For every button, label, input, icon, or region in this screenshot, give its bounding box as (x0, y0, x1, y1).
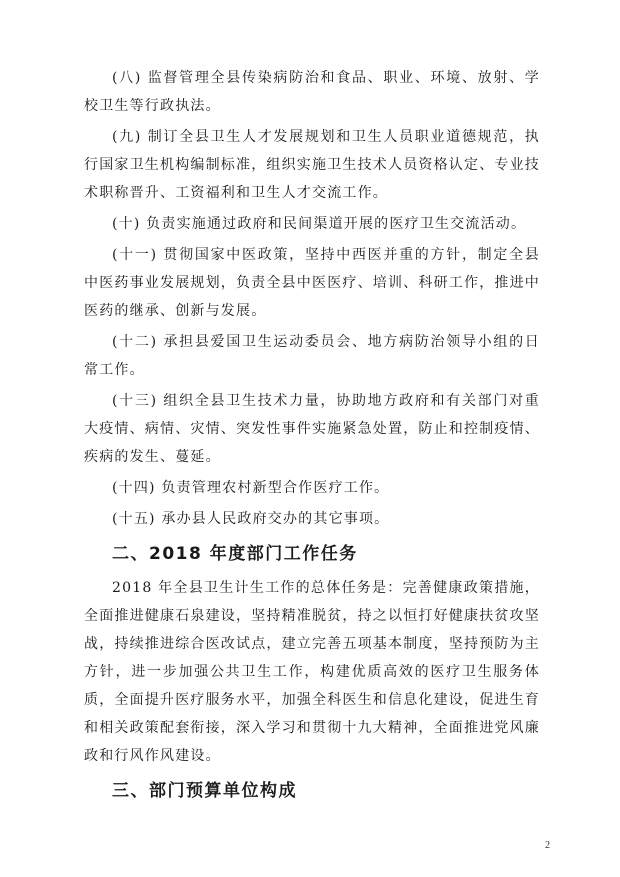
page-number: 2 (545, 840, 550, 851)
paragraph-duty-9: (九) 制订全县卫生人才发展规划和卫生人员职业道德规范，执行国家卫生机构编制标准，组织实施卫生技术人员资格认定、专业技术职称晋升、工资福利和卫生人才交流工作。 (84, 129, 540, 201)
paragraph-duty-10: (十) 负责实施通过政府和民间渠道开展的医疗卫生交流活动。 (112, 216, 527, 232)
page-content (84, 64, 540, 811)
paragraph-duty-14: (十四) 负责管理农村新型合作医疗工作。 (112, 480, 390, 496)
paragraph-duty-15: (十五) 承办县人民政府交办的其它事项。 (112, 511, 390, 527)
paragraph-duty-12: (十二) 承担县爱国卫生运动委员会、地方病防治领导小组的日常工作。 (84, 334, 540, 378)
paragraph-duty-11: (十一) 贯彻国家中医政策，坚持中西医并重的方针，制定全县中医药事业发展规划，负责全县中医医疗、培训、科研工作，推进中医药的继承、创新与发展。 (84, 247, 540, 319)
paragraph-duty-8: (八) 监督管理全县传染病防治和食品、职业、环境、放射、学校卫生等行政执法。 (84, 70, 540, 114)
paragraph-work-tasks: 2018 年全县卫生计生工作的总体任务是：完善健康政策措施，全面推进健康石泉建设，坚持精准脱贫，持之以恒打好健康扶贫攻坚战，持续推进综合医改试点，建立完善五项基本制度，坚持预防为主方针，进一步加强公共卫生工作，构建优质高效的医疗卫生服务体质，全面提升医疗服务水平，加强全科医生和信息化建设，促进生育和相关政策配套衔接，深入学习和贯彻十九大精神，全面推进党风廉政和行风作风建设。 (84, 580, 540, 764)
section-heading-work-tasks: 二、2018 年度部门工作任务 (112, 544, 358, 564)
paragraph-duty-13: (十三) 组织全县卫生技术力量，协助地方政府和有关部门对重大疫情、病情、灾情、突发性事件实施紧急处置，防止和控制疫情、疾病的发生、蔓延。 (84, 393, 540, 465)
section-heading-budget-units: 三、部门预算单位构成 (112, 781, 297, 801)
